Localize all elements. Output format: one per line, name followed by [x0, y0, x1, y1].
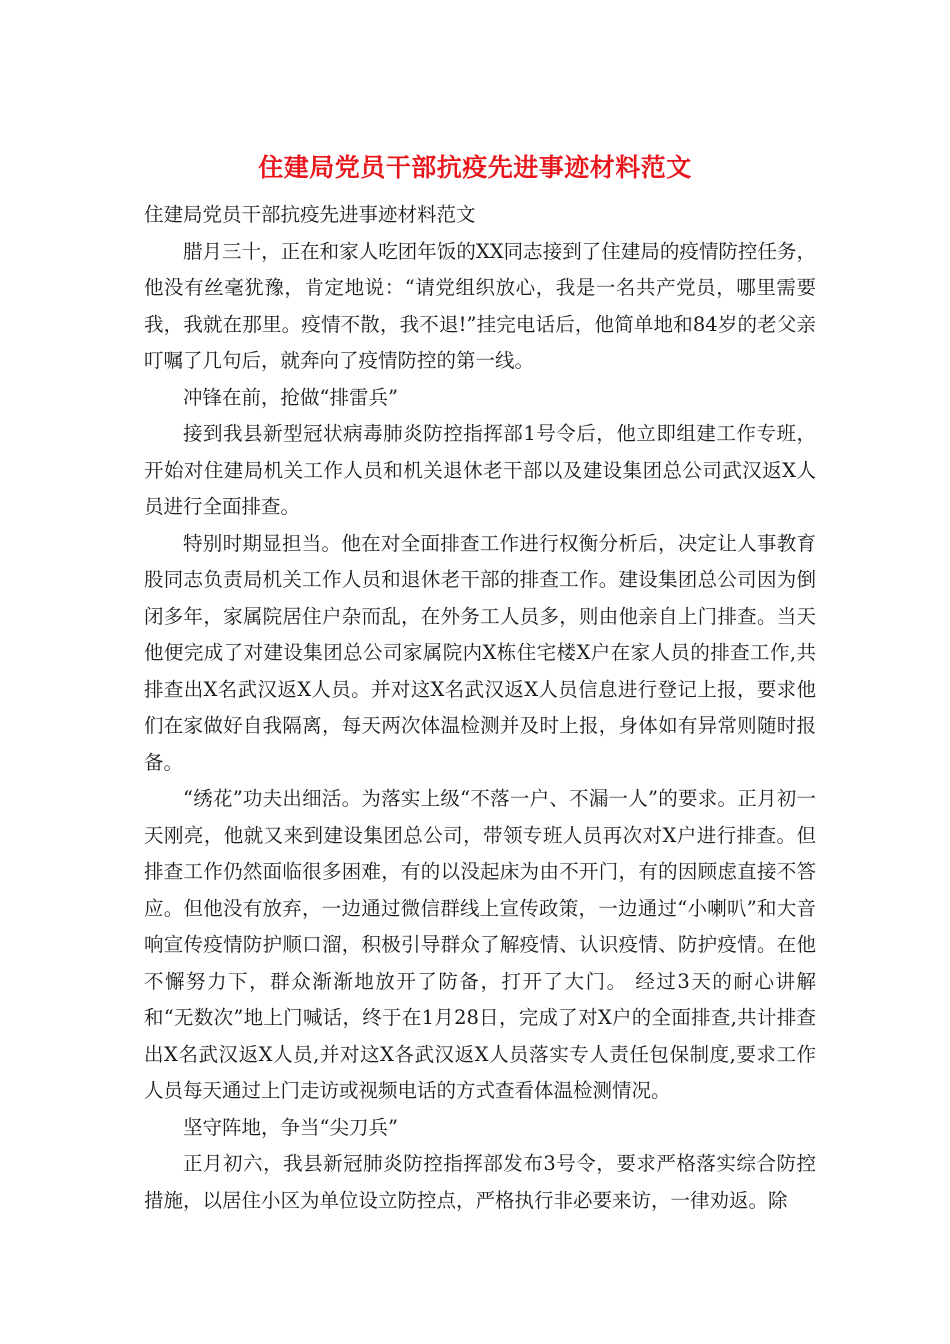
document-body [144, 197, 816, 1219]
paragraph: “绣花”功夫出细活。为落实上级“不落一户、不漏一人”的要求。正月初一天刚亮，他就又来到建设集团总公司，带领专班人员再次对X户进行排查。但排查工作仍然面临很多困难，有的以没起床为由不开门，有的因顾虑直接不答应。但他没有放弃，一边通过微信群线上宣传政策，一边通过“小喇叭”和大音响宣传疫情防护顺口溜，积极引导群众了解疫情、认识疫情、防护疫情。在他不懈努力下，群众渐渐地放开了防备，打开了大门。 经过3天的耐心讲解和“无数次”地上门喊话，终于在1月28日，完成了对X户的全面排查,共计排查出X名武汉返X人员,并对这X各武汉返X人员落实专人责任包保制度,要求工作人员每天通过上门走访或视频电话的方式查看体温检测情况。 [144, 787, 816, 1102]
document-title: 住建局党员干部抗疫先进事迹材料范文 [258, 153, 692, 182]
document-subtitle: 住建局党员干部抗疫先进事迹材料范文 [144, 203, 476, 226]
paragraph: 正月初六，我县新冠肺炎防控指挥部发布3号令，要求严格落实综合防控措施，以居住小区为单位设立防控点，严格执行非必要来访，一律劝返。除 [144, 1152, 816, 1212]
section-heading-2: 坚守阵地，争当“尖刀兵” [183, 1115, 398, 1139]
paragraph: 特别时期显担当。他在对全面排查工作进行权衡分析后，决定让人事教育股同志负责局机关工作人员和退休老干部的排查工作。建设集团总公司因为倒闭多年，家属院居住户杂而乱，在外务工人员多，则由他亲自上门排查。当天他便完成了对建设集团总公司家属院内X栋住宅楼X户在家人员的排查工作,共排查出X名武汉返X人员。并对这X名武汉返X人员信息进行登记上报，要求他们在家做好自我隔离，每天两次体温检测并及时上报，身体如有异常则随时报备。 [144, 531, 816, 774]
section-heading-1: 冲锋在前，抢做“排雷兵” [183, 385, 398, 409]
paragraph: 接到我县新型冠状病毒肺炎防控指挥部1号令后，他立即组建工作专班，开始对住建局机关工作人员和机关退休老干部以及建设集团总公司武汉返X人员进行全面排查。 [144, 422, 816, 518]
paragraph-intro: 腊月三十，正在和家人吃团年饭的XX同志接到了住建局的疫情防控任务，他没有丝毫犹豫，肯定地说：“请党组织放心，我是一名共产党员，哪里需要我，我就在那里。疫情不散，我不退!”挂完电话后，他简单地和84岁的老父亲叮嘱了几句后，就奔向了疫情防控的第一线。 [144, 239, 816, 372]
